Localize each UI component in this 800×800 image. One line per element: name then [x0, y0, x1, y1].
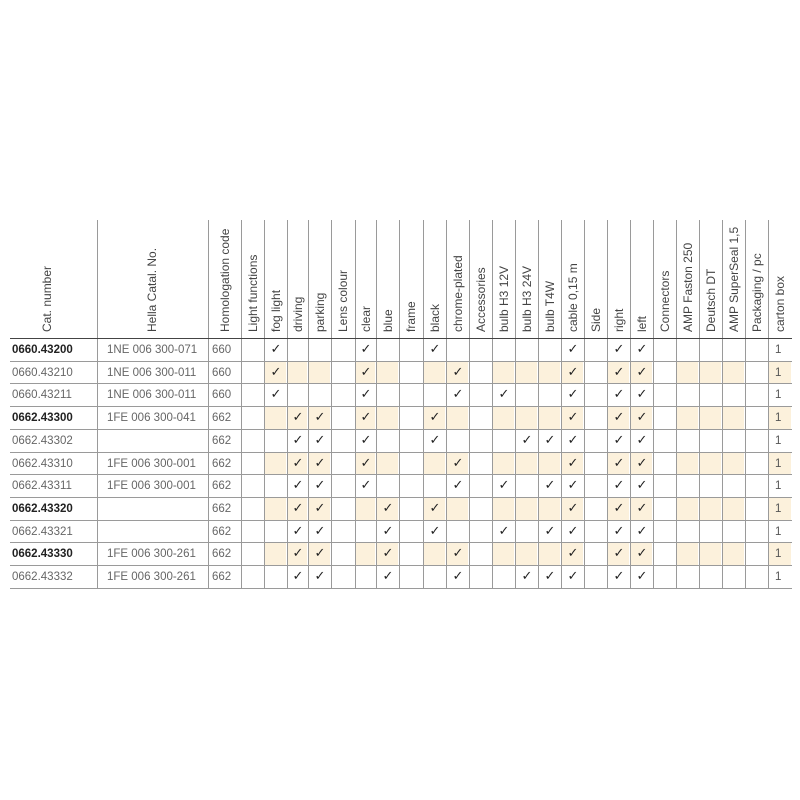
- homologation-code: 660: [212, 389, 232, 402]
- carton-box-qty: 1: [775, 502, 782, 515]
- homologation-code: 662: [212, 571, 232, 583]
- row-shade: [677, 362, 698, 384]
- check-mark: ✓: [429, 432, 441, 448]
- check-mark: ✓: [292, 523, 304, 539]
- check-mark: ✓: [567, 478, 579, 494]
- check-mark: ✓: [613, 432, 625, 448]
- check-mark: ✓: [613, 523, 625, 539]
- row-shade: [539, 453, 560, 475]
- check-mark: ✓: [270, 342, 282, 357]
- column-divider: [492, 220, 493, 588]
- column-header: Packaging / pc: [749, 253, 764, 332]
- column-divider: [515, 220, 516, 588]
- check-mark: ✓: [452, 455, 464, 471]
- carton-box-qty: 1: [775, 366, 782, 379]
- column-header: Side: [588, 307, 603, 332]
- column-divider: [287, 220, 288, 588]
- homologation-code: 662: [212, 525, 232, 538]
- check-mark: ✓: [452, 478, 464, 494]
- check-mark: ✓: [636, 500, 648, 516]
- row-shade: [677, 543, 698, 565]
- row-shade: [377, 407, 398, 429]
- row-shade: [493, 407, 514, 429]
- row-shade: [516, 362, 537, 384]
- column-divider: [584, 220, 585, 588]
- cat-number: 0662.43330: [12, 548, 73, 561]
- row-shade: [723, 362, 744, 384]
- check-mark: ✓: [314, 523, 326, 539]
- homologation-code: 662: [212, 434, 232, 447]
- column-divider: [653, 220, 654, 588]
- column-divider: [561, 220, 562, 588]
- check-mark: ✓: [498, 523, 510, 539]
- row-shade: [424, 543, 445, 565]
- check-mark: ✓: [360, 455, 372, 471]
- cat-number: 0660.43211: [12, 389, 72, 402]
- check-mark: ✓: [360, 387, 372, 403]
- column-divider: [699, 220, 700, 588]
- check-mark: ✓: [567, 569, 579, 584]
- check-mark: ✓: [567, 387, 579, 403]
- column-header: bulb H3 24V: [519, 265, 534, 332]
- row-shade: [309, 362, 330, 384]
- row-shade: [493, 362, 514, 384]
- check-mark: ✓: [636, 569, 648, 584]
- column-header: driving: [290, 296, 305, 332]
- check-mark: ✓: [382, 500, 394, 516]
- check-mark: ✓: [292, 546, 304, 562]
- column-divider: [538, 220, 539, 588]
- check-mark: ✓: [567, 500, 579, 516]
- row-shade: [447, 498, 468, 520]
- check-mark: ✓: [292, 569, 304, 584]
- column-divider: [722, 220, 723, 588]
- check-mark: ✓: [314, 432, 326, 448]
- column-header: black: [427, 303, 442, 332]
- row-shade: [700, 453, 721, 475]
- hella-catalog-number: 1NE 006 300-011: [107, 389, 197, 402]
- hella-catalog-number: 1FE 006 300-001: [107, 457, 196, 470]
- row-shade: [493, 543, 514, 565]
- column-header: Light functions: [245, 254, 260, 332]
- check-mark: ✓: [382, 569, 394, 584]
- check-mark: ✓: [613, 387, 625, 403]
- homologation-code: 660: [212, 344, 232, 356]
- column-header: AMP SuperSeal 1,5: [726, 226, 741, 332]
- check-mark: ✓: [270, 364, 282, 380]
- carton-box-qty: 1: [775, 480, 782, 493]
- column-divider: [208, 220, 209, 588]
- check-mark: ✓: [636, 455, 648, 471]
- check-mark: ✓: [429, 500, 441, 516]
- check-mark: ✓: [567, 342, 579, 357]
- row-shade: [700, 407, 721, 429]
- check-mark: ✓: [613, 410, 625, 426]
- row-shade: [516, 453, 537, 475]
- homologation-code: 662: [212, 480, 232, 493]
- check-mark: ✓: [613, 569, 625, 584]
- check-mark: ✓: [613, 364, 625, 380]
- check-mark: ✓: [452, 546, 464, 562]
- cat-number: 0662.43311: [12, 480, 72, 493]
- row-shade: [265, 453, 286, 475]
- check-mark: ✓: [452, 569, 464, 584]
- row-shade: [700, 362, 721, 384]
- carton-box-qty: 1: [775, 457, 782, 470]
- row-shade: [516, 543, 537, 565]
- check-mark: ✓: [382, 523, 394, 539]
- row-shade: [265, 543, 286, 565]
- column-divider: [399, 220, 400, 588]
- column-header: Cat. number: [40, 265, 54, 332]
- check-mark: ✓: [521, 569, 533, 584]
- check-mark: ✓: [429, 523, 441, 539]
- column-divider: [376, 220, 377, 588]
- row-shade: [377, 453, 398, 475]
- row-shade: [493, 453, 514, 475]
- check-mark: ✓: [636, 342, 648, 357]
- row-shade: [377, 362, 398, 384]
- check-mark: ✓: [613, 546, 625, 562]
- check-mark: ✓: [613, 455, 625, 471]
- check-mark: ✓: [567, 432, 579, 448]
- column-header: Homologation code: [217, 228, 232, 332]
- row-shade: [723, 453, 744, 475]
- column-header: left: [634, 315, 649, 332]
- check-mark: ✓: [567, 546, 579, 562]
- column-divider: [355, 220, 356, 588]
- column-header: fog light: [268, 289, 283, 332]
- check-mark: ✓: [567, 364, 579, 380]
- check-mark: ✓: [636, 410, 648, 426]
- column-header: right: [611, 308, 626, 332]
- column-header: parking: [312, 292, 327, 332]
- column-header: Lens colour: [336, 269, 350, 332]
- carton-box-qty: 1: [775, 412, 782, 425]
- cat-number: 0660.43210: [12, 366, 73, 379]
- check-mark: ✓: [314, 569, 326, 584]
- check-mark: ✓: [429, 410, 441, 426]
- row-shade: [539, 498, 560, 520]
- column-header: blue: [380, 309, 395, 332]
- column-header: carton box: [773, 275, 787, 332]
- hella-catalog-number: 1FE 006 300-261: [107, 548, 196, 561]
- check-mark: ✓: [270, 387, 282, 403]
- check-mark: ✓: [613, 478, 625, 494]
- column-header: Connectors: [657, 270, 672, 332]
- row-shade: [539, 407, 560, 429]
- row-shade: [356, 498, 375, 520]
- column-header: AMP Faston 250: [680, 242, 695, 332]
- column-header: chrome-plated: [450, 255, 465, 332]
- homologation-code: 662: [212, 548, 232, 561]
- column-header: Hella Catal. No.: [145, 247, 159, 332]
- cat-number: 0662.43300: [12, 412, 73, 425]
- homologation-code: 662: [212, 412, 232, 425]
- check-mark: ✓: [636, 523, 648, 539]
- carton-box-qty: 1: [775, 344, 782, 356]
- cat-number: 0660.43200: [12, 344, 73, 356]
- check-mark: ✓: [360, 342, 372, 357]
- check-mark: ✓: [636, 546, 648, 562]
- cat-number: 0662.43302: [12, 434, 73, 447]
- check-mark: ✓: [292, 432, 304, 448]
- row-shade: [516, 407, 537, 429]
- row-shade: [516, 498, 537, 520]
- check-mark: ✓: [567, 455, 579, 471]
- row-shade: [723, 407, 744, 429]
- check-mark: ✓: [292, 478, 304, 494]
- hella-catalog-number: 1FE 006 300-001: [107, 480, 196, 493]
- check-mark: ✓: [292, 455, 304, 471]
- check-mark: ✓: [544, 478, 556, 494]
- row-shade: [424, 453, 445, 475]
- row-shade: [356, 543, 375, 565]
- check-mark: ✓: [567, 410, 579, 426]
- check-mark: ✓: [636, 478, 648, 494]
- carton-box-qty: 1: [775, 525, 782, 538]
- check-mark: ✓: [544, 569, 556, 584]
- carton-box-qty: 1: [775, 434, 782, 447]
- column-header: Accessories: [473, 267, 488, 332]
- column-header: Deutsch DT: [703, 268, 718, 332]
- check-mark: ✓: [636, 432, 648, 448]
- check-mark: ✓: [360, 478, 372, 494]
- check-mark: ✓: [498, 478, 510, 494]
- check-mark: ✓: [314, 410, 326, 426]
- hella-catalog-number: 1NE 006 300-071: [107, 344, 198, 356]
- check-mark: ✓: [360, 432, 372, 448]
- check-mark: ✓: [360, 410, 372, 426]
- row-shade: [677, 453, 698, 475]
- check-mark: ✓: [314, 546, 326, 562]
- check-mark: ✓: [314, 500, 326, 516]
- column-divider: [676, 220, 677, 588]
- check-mark: ✓: [452, 364, 464, 380]
- hella-catalog-number: 1FE 006 300-041: [107, 412, 196, 425]
- row-shade: [424, 362, 445, 384]
- hella-catalog-number: 1FE 006 300-261: [107, 571, 196, 583]
- row-shade: [265, 407, 286, 429]
- column-header: bulb H3 12V: [496, 265, 511, 332]
- cat-number: 0662.43310: [12, 457, 73, 470]
- carton-box-qty: 1: [775, 389, 782, 402]
- carton-box-qty: 1: [775, 548, 782, 561]
- homologation-code: 660: [212, 366, 232, 379]
- column-divider: [264, 220, 265, 588]
- check-mark: ✓: [544, 432, 556, 448]
- column-divider: [607, 220, 608, 588]
- column-divider: [97, 220, 98, 588]
- row-shade: [723, 498, 744, 520]
- column-divider: [423, 220, 424, 588]
- check-mark: ✓: [613, 500, 625, 516]
- check-mark: ✓: [498, 387, 510, 403]
- check-mark: ✓: [429, 342, 441, 357]
- check-mark: ✓: [567, 523, 579, 539]
- check-mark: ✓: [636, 364, 648, 380]
- column-divider: [331, 220, 332, 588]
- row-shade: [288, 362, 307, 384]
- row-shade: [700, 543, 721, 565]
- column-header: cable 0,15 m: [565, 263, 580, 332]
- homologation-code: 662: [212, 502, 232, 515]
- row-shade: [265, 498, 286, 520]
- column-header: frame: [404, 301, 418, 332]
- row-divider: [10, 520, 792, 521]
- check-mark: ✓: [382, 546, 394, 562]
- row-shade: [447, 407, 468, 429]
- column-divider: [745, 220, 746, 588]
- row-shade: [677, 407, 698, 429]
- row-shade: [539, 543, 560, 565]
- column-divider: [630, 220, 631, 588]
- column-header: bulb T4W: [542, 280, 557, 332]
- cat-number: 0662.43332: [12, 571, 73, 583]
- check-mark: ✓: [544, 523, 556, 539]
- column-divider: [446, 220, 447, 588]
- check-mark: ✓: [292, 500, 304, 516]
- check-mark: ✓: [521, 432, 533, 448]
- row-shade: [539, 362, 560, 384]
- row-shade: [723, 543, 744, 565]
- column-divider: [308, 220, 309, 588]
- check-mark: ✓: [636, 387, 648, 403]
- column-divider: [469, 220, 470, 588]
- column-divider: [241, 220, 242, 588]
- row-shade: [700, 498, 721, 520]
- check-mark: ✓: [314, 478, 326, 494]
- column-divider: [768, 220, 769, 588]
- row-shade: [493, 498, 514, 520]
- cat-number: 0662.43320: [12, 502, 73, 515]
- carton-box-qty: 1: [775, 571, 782, 583]
- check-mark: ✓: [314, 455, 326, 471]
- cat-number: 0662.43321: [12, 525, 73, 538]
- check-mark: ✓: [360, 364, 372, 380]
- column-header: clear: [358, 305, 373, 332]
- homologation-code: 662: [212, 457, 232, 470]
- check-mark: ✓: [292, 410, 304, 426]
- check-mark: ✓: [452, 387, 464, 403]
- check-mark: ✓: [613, 342, 625, 357]
- hella-catalog-number: 1NE 006 300-011: [107, 366, 197, 379]
- row-shade: [677, 498, 698, 520]
